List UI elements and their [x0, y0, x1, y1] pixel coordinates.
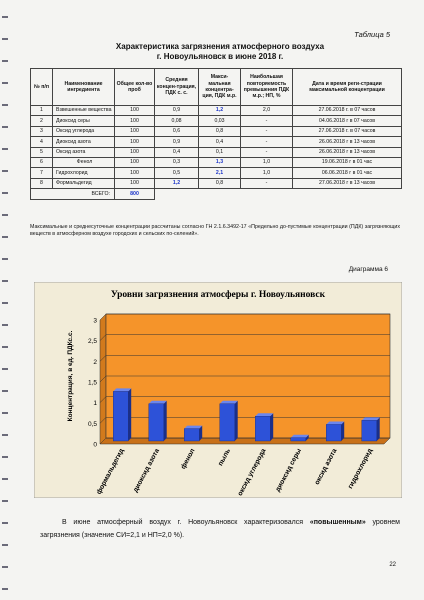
max-date: 27.06.2018 г. в 07 часов [293, 106, 402, 116]
max-concentration: 0,8 [199, 178, 241, 188]
exceedance-repeat: - [241, 178, 293, 188]
avg-concentration: 0,4 [155, 147, 199, 157]
total-label: ВСЕГО: [31, 189, 115, 199]
column-header: Средняя концен-трация, ПДК с. с. [155, 69, 199, 106]
bar-top [255, 413, 273, 416]
exceedance-repeat: - [241, 137, 293, 147]
x-tick-label: формальдегид [95, 447, 126, 496]
y-tick-label: 2 [93, 358, 97, 366]
exceedance-repeat: 1,0 [241, 168, 293, 178]
y-tick-label: 0 [93, 441, 97, 449]
table-row [31, 106, 402, 116]
sample-count: 100 [115, 168, 155, 178]
table-row [31, 137, 402, 147]
table-number-label: Таблица 5 [354, 30, 390, 39]
row-number: 7 [31, 168, 53, 178]
sample-count: 100 [115, 137, 155, 147]
bar-top [149, 401, 167, 404]
bar-top [326, 421, 344, 424]
diagram-number-label: Диаграмма 6 [348, 266, 388, 273]
page-number: 22 [389, 562, 396, 568]
max-date: 06.06.2018 г в 01 час [293, 168, 402, 178]
sample-count: 100 [115, 147, 155, 157]
table-title-line-2: г. Новоульяновск в июне 2018 г. [156, 52, 284, 61]
bar [184, 429, 199, 441]
chart-title: Уровни загрязнения атмосферы г. Новоульяновск [110, 290, 326, 300]
ingredient-name: Оксид азота [53, 147, 115, 157]
avg-concentration: 0,08 [155, 116, 199, 126]
max-date: 27.06.2018 г. в 07 часов [293, 126, 402, 136]
sample-count: 100 [115, 157, 155, 167]
bar-top [220, 401, 238, 404]
exceedance-repeat: 2,0 [241, 106, 293, 116]
column-header: Наименование ингредиента [53, 69, 115, 106]
sample-count: 100 [115, 116, 155, 126]
table-row [31, 116, 402, 126]
bar-side [128, 388, 131, 441]
table-row [31, 126, 402, 136]
max-concentration: 2,1 [199, 168, 241, 178]
max-concentration: 1,3 [199, 157, 241, 167]
ingredient-name: Оксид углерода [53, 126, 115, 136]
avg-concentration: 0,9 [155, 137, 199, 147]
table-row [31, 147, 402, 157]
avg-concentration: 0,6 [155, 126, 199, 136]
summary-highlight: «повышенным» [309, 519, 366, 526]
binder-holes [0, 0, 10, 600]
table-title-line-1: Характеристика загрязнения атмосферного воздуха [115, 42, 325, 51]
table-row [31, 178, 402, 188]
bar [326, 424, 341, 441]
ingredient-name: Диоксид серы [53, 116, 115, 126]
max-concentration: 1,2 [199, 106, 241, 116]
x-tick-label: пыль [217, 447, 233, 468]
column-header: Общее кол-во проб [115, 69, 155, 106]
x-tick-label: оксид углерода [236, 447, 268, 498]
bar [220, 404, 235, 441]
ingredient-name: Формальдегид [53, 178, 115, 188]
bar-side [377, 417, 380, 441]
bar [149, 404, 164, 441]
pollution-table [30, 68, 402, 200]
y-tick-label: 0,5 [87, 420, 97, 428]
avg-concentration: 0,5 [155, 168, 199, 178]
chart-floor [100, 438, 390, 444]
x-tick-label: диоксид серы [274, 447, 304, 494]
ingredient-name: Фенол [53, 157, 115, 167]
y-tick-label: 1 [93, 400, 97, 408]
row-number: 2 [31, 116, 53, 126]
sample-count: 100 [115, 106, 155, 116]
x-tick-label: оксид азота [313, 447, 339, 487]
x-tick-label: диоксид азота [132, 447, 162, 494]
avg-concentration: 0,3 [155, 157, 199, 167]
row-number: 6 [31, 157, 53, 167]
avg-concentration: 1,2 [155, 178, 199, 188]
row-number: 3 [31, 126, 53, 136]
bar [255, 416, 270, 441]
table-total-row [31, 189, 402, 199]
x-tick-label: фенол [179, 447, 197, 471]
exceedance-repeat: - [241, 116, 293, 126]
column-header: Наибольшая повторяемость превышения ПДК м.р.; НП, % [241, 69, 293, 106]
avg-concentration: 0,9 [155, 106, 199, 116]
y-tick-label: 2,5 [87, 338, 97, 346]
bar [113, 391, 128, 441]
ingredient-name: Гидрохлорид [53, 168, 115, 178]
sample-count: 100 [115, 126, 155, 136]
x-tick-label: гидрохлорид [347, 447, 375, 491]
pollution-chart [34, 282, 402, 498]
max-concentration: 0,4 [199, 137, 241, 147]
bar-top [291, 435, 309, 438]
max-date: 26.06.2018 г в 13 часов [293, 147, 402, 157]
ingredient-name: Диоксид азота [53, 137, 115, 147]
footnote: Максимальные и среднесуточные концентрации рассчитаны согласно ГН 2.1.6.3492-17 «Предельно до-пустимые концентрации (ПДК) загрязняющих веществ в атмосферном воздухе городских и сельских по-селений». [30, 224, 400, 238]
bar [362, 420, 377, 441]
ingredient-name: Взвешенные вещества [53, 106, 115, 116]
summary-text-end: уровнем загрязнения (значение СИ=2,1 и НП=2,0 %). [40, 519, 400, 539]
column-header: Макси-мальная концентра-ция, ПДК м.р. [199, 69, 241, 106]
max-date: 27.06.2018 г в 13 часов [293, 178, 402, 188]
row-number: 5 [31, 147, 53, 157]
column-header: Дата и время реги-страции максимальной концентрации [293, 69, 402, 106]
max-concentration: 0,8 [199, 126, 241, 136]
total-value: 800 [115, 189, 155, 199]
bar-top [184, 426, 202, 429]
exceedance-repeat: 1,0 [241, 157, 293, 167]
bar-side [341, 421, 344, 441]
row-number: 4 [31, 137, 53, 147]
column-header: № п/п [31, 69, 53, 106]
bar-top [362, 417, 380, 420]
row-number: 8 [31, 178, 53, 188]
max-concentration: 0,03 [199, 116, 241, 126]
y-axis-label: Концентрация, в ед. ПДКс.с. [67, 330, 74, 422]
y-tick-label: 3 [93, 317, 97, 325]
bar-side [235, 401, 238, 441]
bar-top [113, 388, 131, 391]
exceedance-repeat: - [241, 126, 293, 136]
max-concentration: 0,1 [199, 147, 241, 157]
bar-side [270, 413, 273, 441]
table-row [31, 168, 402, 178]
table-title [40, 42, 400, 62]
summary-paragraph [40, 516, 400, 542]
sample-count: 100 [115, 178, 155, 188]
exceedance-repeat: - [241, 147, 293, 157]
max-date: 26.06.2018 г в 13 часов [293, 137, 402, 147]
table-header-row [31, 69, 402, 106]
max-date: 04.06.2018 г в 07 часов [293, 116, 402, 126]
row-number: 1 [31, 106, 53, 116]
bar [291, 438, 306, 441]
bar-side [164, 401, 167, 441]
max-date: 19.06.2018 г в 01 час [293, 157, 402, 167]
table-row [31, 157, 402, 167]
y-tick-label: 1,5 [87, 379, 97, 387]
summary-text: В июне атмосферный воздух г. Новоульяновск характеризовался [62, 519, 310, 526]
